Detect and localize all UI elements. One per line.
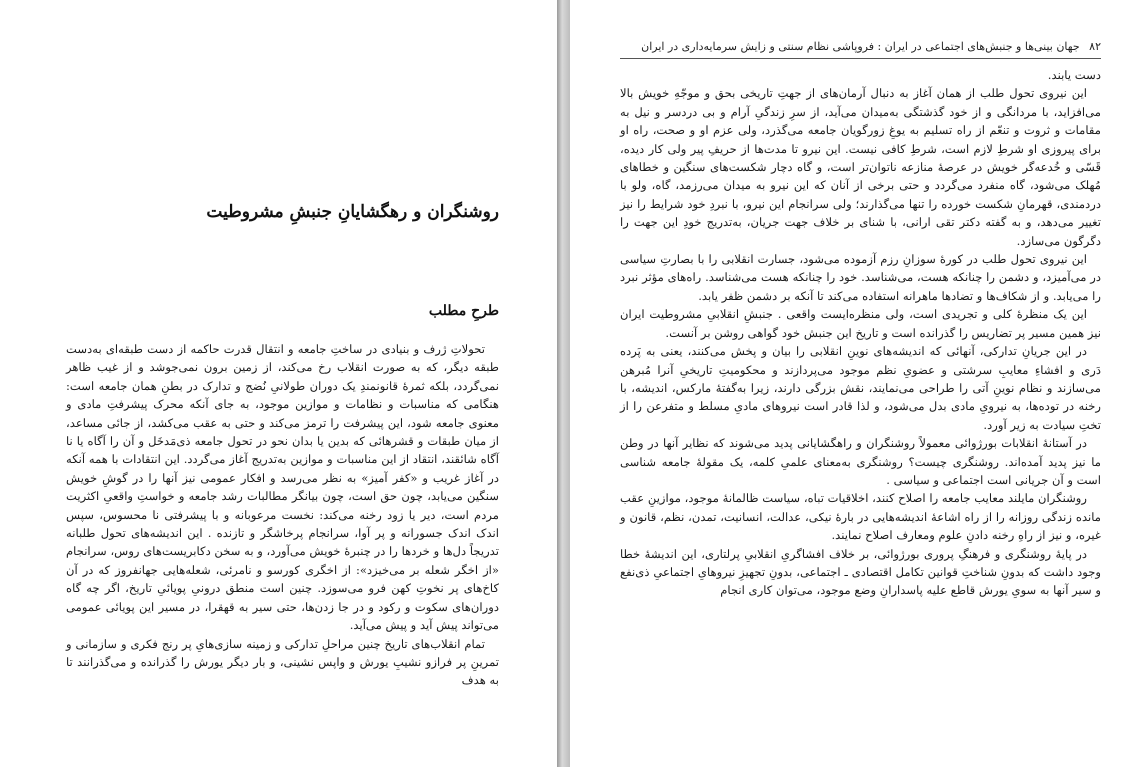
paragraph: تمام انقلاب‌های تاریخ چنین مراحلِ تدارکی و زمینه سازی‌هایِ پر رنج فکری و سازمانی و تمرینِ پر فرازو نشیبِ یورش و واپس نشینی، و بار دیگر یورش را گذرانده و می‌گذرانند تا به هدف [66, 636, 499, 688]
header-rule [620, 58, 1101, 59]
page-number: ۸۲ [1089, 40, 1101, 53]
running-head-title: جهان بینی‌ها و جنبش‌های اجتماعی در ایران : فروپاشی نظام سنتی و زایش سرمایه‌داری در ایران [641, 40, 1080, 53]
running-head [620, 40, 1101, 53]
paragraph: در آستانهٔ انقلابات بورژوائی معمولاً روشنگران و راهگشایانی پدید می‌شوند که نظایر آنها در وطن ما نیز پدید آمده‌اند. روشنگری چیست؟ روشنگری به‌معنای علمیِ کلمه، یک مقولهٔ جامعه شناسی است و آن جریانی است اجتماعی و سیاسی . [620, 436, 1101, 487]
right-body-text [620, 66, 1101, 600]
left-body-text [66, 340, 499, 690]
paragraph: تحولاتِ ژرف و بنیادی در ساختِ جامعه و انتقال قدرت حاکمه از دست طبقه‌ای به‌دست طبقه دیگر، که به صورت انقلاب رخ می‌کند، از زمین برون نمی‌جوشد و از غیب ظاهر نمی‌گردد، بلکه ثمرهٔ قانونمندِ یک دوران طولانیِ نُضج و تدارک در بطنِ همان جامعه است: هنگامی که مناسبات و نظامات و موازین موجود، به جای آنکه محرک پیشرفتِ مادی و معنوی جامعه شود، این پیشرفت را ترمز می‌کند و حتی به عقب می‌کشد، از جائی مساعد، از میان طبقات و قشرهائی که بدین یا بدان نحو در تحول جامعه ذی‌مَدخَل و آن را آگاه یا نا آگاه شائقند، انتقاد از این مناسبات و موازین به‌تدریج آغاز می‌گردد. این انتقادات با همه آنکه در آغاز غریب و «کفر آمیز» به نظر می‌رسد و افکار عمومی نیز آنها را در گوشِ خویش سنگین می‌یابد، چون حق است، چون بیانگر مطالبات رشد جامعه و خواستِ واقعیِ اکثریت مردم است، دیر یا زود رخنه می‌کند: نخست مرعوبانه و با پیشرفتی نا محسوس، سپس اندک اندک جسورانه و پر آوا، سرانجام پرخاشگر و تازنده . این اندیشه‌های تحول طلبانه تدریجاً دل‌ها و خردها را در چنبرهٔ خویش می‌آورد، و به سخن دکابریست‌های روس، سرانجام «از اخگر شعله بر می‌خیزد»: از اخگری کورسو و نامرئی، شعله‌هایی جهانفروز که در آن کاخ‌های پر نخوتِ کهن فرو می‌سوزد. چنین است منطق درونیِ پویائیِ تاریخ، اگر چه گاه دوران‌های سکوت و رکود و در جا زدن‌ها، حتی سیر به قهقرا، در مسیر این پویائی عمومی می‌تواند پیش آید و پیش می‌آید. [66, 342, 499, 633]
paragraph: این نیروی تحول طلب از همان آغاز به دنبال آرمان‌های از جهتِ تاریخی بحق و موجّهِ خویش بالا می‌افزاید، با مردانگی و از خود گذشتگی به‌میدان می‌آید، از سرِ زندگیِ آرام و بی دردسر و نیل به مقامات و ثروت و تنعّم از راه تسلیم به یوغِ زورگویان جامعه می‌گذرد، ولی عزم او و صحت، راه او برای پیروزی او شرطِ لازم است، شرطِ کافی نیست. این نیرو تا مدت‌ها از حریفِ پیر ولی کار دیده، قَسّی و خُدعه‌گر خویش در عرصهٔ منازعه ناتوان‌تر است، و گاه دچار شکست‌های سنگین و خطاهای مُهلک می‌شود، گاه منفرد می‌گردد و حتی برخی از آنان که این نیرو به میدان می‌رزمد، گاه، ولو با دردمندی، قهرمانِ شکست خورده را تنها می‌گذارند؛ ولی سرانجام این نیرو، با نبردِ خود شرایط را نیز تغییر می‌دهد، و به گفته دکتر تقی ارانی، با شنای بر خلاف جهت جریان، به‌تدریج خودِ این جهت را دگرگون می‌سازد. [620, 86, 1101, 248]
section-heading: طرحِ مطلب [428, 303, 499, 319]
book-gutter [557, 0, 570, 767]
paragraph: دست یابند. [1047, 68, 1101, 82]
paragraph: در این جریانِ تدارکی، آنهائی که اندیشه‌های نوینِ انقلابی را بیان و پخش می‌کنند، یعنی به پَرده دَری و افشاءِ معایبِ سرشتی و عضویِ نظم موجود می‌پردازند و محکومیتِ تاریخیِ آنرا مُبرهن می‌سازند و نظام نوینِ آتی را طراحی می‌نمایند، نقش بزرگی دارند، زیرا به‌گفتهٔ مارکس، اندیشه، با رخنه در توده‌ها، به نیرویِ مادی بدل می‌شود، و لذا قادر است نیروهای مادیِ مسلط و متفرعن را از تختِ سیادت به زیر آورد. [620, 344, 1101, 432]
right-page [570, 0, 1131, 767]
left-page [0, 0, 557, 767]
paragraph: این نیروی تحول طلب در کورهٔ سوزانِ رزم آزموده می‌شود، جسارت انقلابی را با بصارتِ سیاسی در می‌آمیزد، و دشمن را چنانکه هست، می‌شناسد. خود را چنانکه هست می‌شناسد. راه‌های مؤثر نبرد را می‌یابد. و از شکاف‌ها و تضادها ماهرانه استفاده می‌کند تا آنکه بر دشمن ظفر یابد. [620, 252, 1101, 303]
paragraph: روشنگران مایلند معایب جامعه را اصلاح کنند، اخلاقیات تباه، سیاست ظالمانهٔ موجود، موازینِ عقب مانده زندگی روزانه را از راه اشاعهٔ اندیشه‌هایی در بارهٔ نیکی، عدالت، انسانیت، تمدن، نظم، قانون و غیره، و نیز از راهِ رخنه دادنِ علوم ومعارف اصلاح نمایند. [620, 491, 1101, 543]
chapter-title: روشنگران و رهگشایانِ جنبشِ مشروطیت [206, 202, 499, 222]
paragraph: این یک منظرهٔ کلی و تجریدی است، ولی منظره‌ایست واقعی . جنبشِ انقلابیِ مشروطیت ایران نیز همین مسیر پر تضاریس را گذرانده است و تاریخ این جنبش خود گواهی روشن بر آنست. [620, 307, 1101, 340]
paragraph: در پایهٔ روشنگری و فرهنگِ پروری بورژوائی، بر خلاف افشاگریِ انقلابیِ پرلتاری، این اندیشهٔ خطا وجود داشت که بدونِ شناختِ قوانین تکامل اقتصادی ـ اجتماعی، بدونِ تجهیزِ نیروهایِ اجتماعیِ ذی‌نفع و سیر آنها به سویِ یورش قاطع علیه پاسدارانِ وضع موجود، می‌توان کاری انجام [620, 546, 1101, 598]
